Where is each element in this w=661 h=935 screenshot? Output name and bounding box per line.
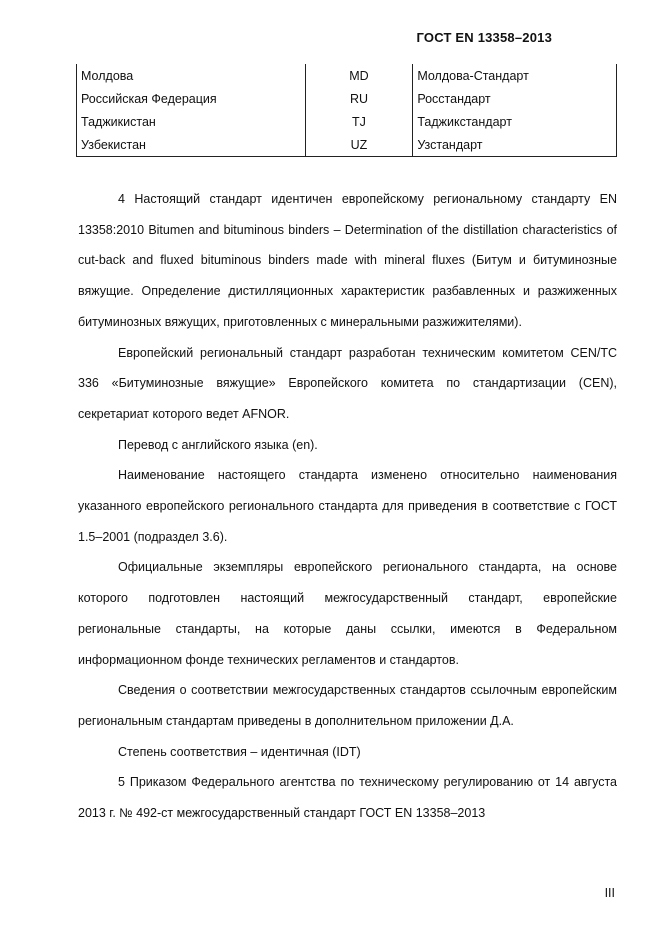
paragraph-committee: Европейский региональный стандарт разработан техническим комитетом CEN/TC 336 «Битуминозные вяжущие» Европейского комитета по стандартизации (CEN), секретариат которого ведет AFNOR.	[78, 345, 617, 421]
country-cell: Таджикистан	[77, 110, 306, 133]
agency-cell: Узстандарт	[413, 133, 617, 157]
country-cell: Узбекистан	[77, 133, 306, 157]
country-code-cell: MD	[305, 64, 413, 87]
table-row	[77, 110, 617, 133]
country-table	[76, 64, 617, 157]
country-code-cell: TJ	[305, 110, 413, 133]
page-number: III	[604, 886, 615, 900]
agency-cell: Молдова-Стандарт	[413, 64, 617, 87]
country-code-cell: UZ	[305, 133, 413, 157]
paragraph-identity: 4 Настоящий стандарт идентичен европейскому региональному стандарту EN 13358:2010 Bitumen and bituminous binders – Determination of the distillation characteristics of cut-back and fluxed bituminous binders made with mineral fluxes (Битум и битуминозные вяжущие. Определение дистилляционных характеристик разбавленных и разжиженных битуминозных вяжущих, приготовленных с минеральными разжижителями).	[78, 192, 617, 329]
country-cell: Российская Федерация	[77, 87, 306, 110]
country-cell: Молдова	[77, 64, 306, 87]
table-row	[77, 64, 617, 87]
agency-cell: Таджикстандарт	[413, 110, 617, 133]
paragraph-conformity-degree: Степень соответствия – идентичная (IDT)	[118, 744, 361, 759]
paragraph-conformity-info: Сведения о соответствии межгосударственных стандартов ссылочным европейским региональным стандартам приведены в дополнительном приложении Д.А.	[78, 683, 617, 728]
country-code-cell: RU	[305, 87, 413, 110]
paragraph-order: 5 Приказом Федерального агентства по техническому регулированию от 14 августа 2013 г. № 492-ст межгосударственный стандарт ГОСТ EN 13358–2013	[78, 775, 617, 821]
table-row	[77, 133, 617, 157]
body-text	[78, 184, 617, 829]
paragraph-official-copies: Официальные экземпляры европейского регионального стандарта, на основе которого подготовлен настоящий межгосударственный стандарт, европейские региональные стандарты, на которые даны ссылки, имеются в Федеральном информационном фонде технических регламентов и стандартов.	[78, 560, 617, 667]
document-header: ГОСТ EN 13358–2013	[416, 30, 552, 45]
table-row	[77, 87, 617, 110]
paragraph-translation: Перевод с английского языка (en).	[118, 437, 318, 452]
agency-cell: Росстандарт	[413, 87, 617, 110]
paragraph-name-change: Наименование настоящего стандарта изменено относительно наименования указанного европейского регионального стандарта для приведения в соответствие с ГОСТ 1.5–2001 (подраздел 3.6).	[78, 468, 617, 544]
